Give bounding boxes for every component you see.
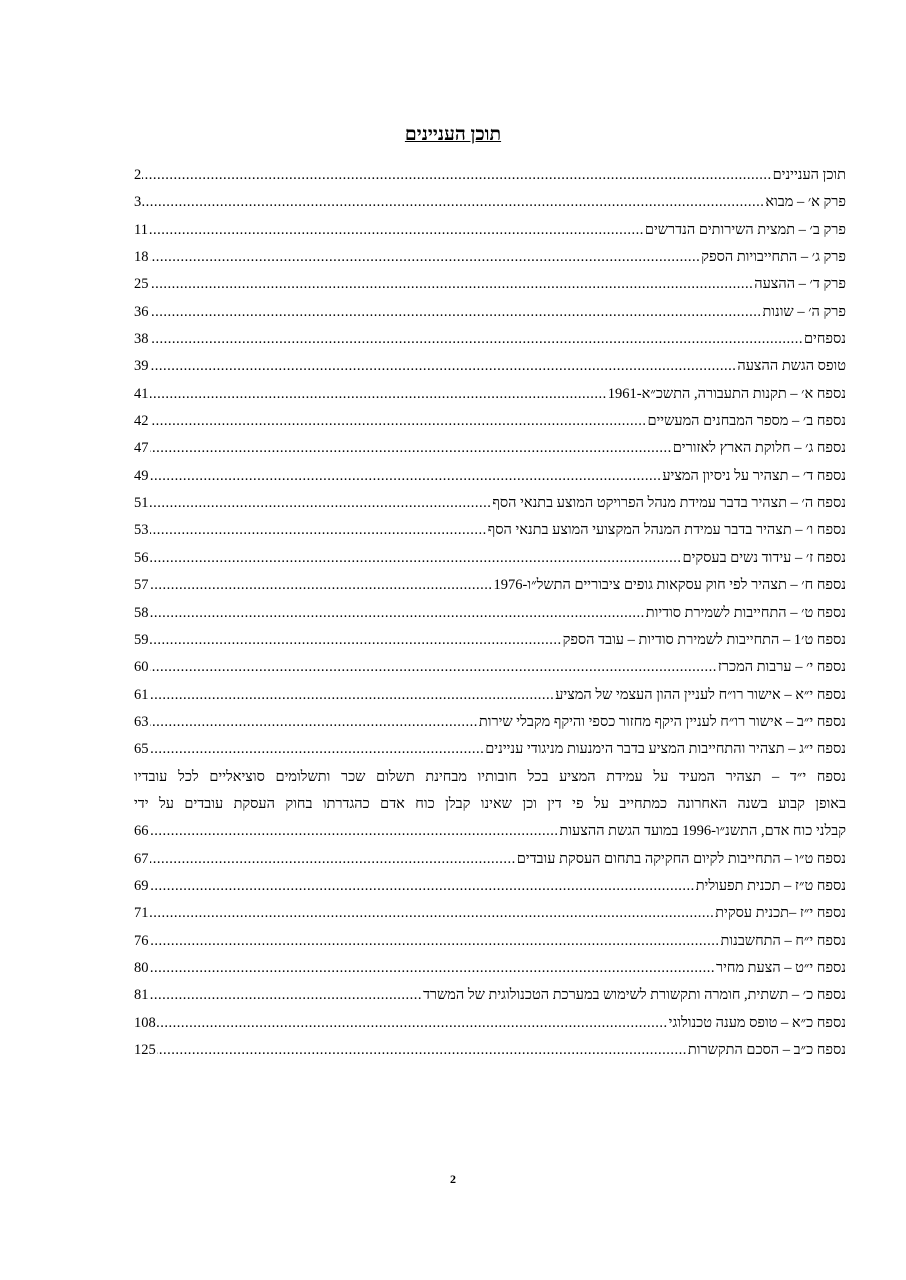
toc-entry[interactable] — [134, 326, 846, 353]
toc-entry-page: 38 — [134, 331, 149, 348]
toc-leader-dots — [150, 435, 672, 462]
toc-entry-label: נספח כ״א – טופס מענה טכנולוגי — [668, 1014, 846, 1031]
toc-entry-label: נספח י׳ – ערבות המכרז — [717, 659, 846, 676]
toc-entry[interactable] — [134, 490, 846, 517]
toc-entry-page: 66 — [134, 823, 149, 840]
toc-entry-label: נספח ט״ז – תכנית תפעולית — [695, 877, 846, 894]
toc-entry-page: 51 — [134, 495, 149, 512]
toc-leader-dots — [150, 463, 662, 490]
toc-entry[interactable] — [134, 982, 846, 1009]
toc-entry-line: באופן קבוע בשנה האחרונה כמתחייב על פי דין וכן שאינו קבלן כוח אדם כהגדרתו בחוק העסקת עובדים על ידי — [134, 795, 846, 812]
toc-entry-page: 61 — [134, 686, 149, 703]
toc-leader-dots — [150, 873, 695, 900]
toc-leader-dots — [150, 818, 559, 845]
toc-entry-label: נספח ב׳ – מספר המבחנים המעשיים — [647, 413, 846, 430]
toc-leader-dots — [150, 353, 737, 380]
toc-entry-label: נספח א׳ – תקנות התעבורה, התשכ״א-1961 — [607, 385, 846, 402]
toc-leader-dots — [150, 846, 516, 873]
toc-entry-label: נספח ט״ו – התחייבות לקיום החקיקה בתחום העסקת עובדים — [516, 850, 846, 867]
toc-entry[interactable] — [134, 627, 846, 654]
toc-leader-dots — [150, 517, 487, 544]
toc-entry-page: 63 — [134, 713, 149, 730]
toc-entry-page: 57 — [134, 577, 149, 594]
toc-leader-dots — [150, 928, 720, 955]
toc-leader-dots — [150, 682, 555, 709]
toc-leader-dots — [142, 162, 771, 189]
toc-entry-label: פרק ד׳ – ההצעה — [754, 276, 846, 293]
toc-entry-page: 60 — [134, 659, 149, 676]
toc-entry-label: נספח ז׳ – עידוד נשים בעסקים — [682, 549, 846, 566]
toc-entry[interactable] — [134, 1010, 846, 1037]
toc-entry-page: 80 — [134, 959, 149, 976]
toc-entry-label: נספח י״א – אישור רו״ח לעניין ההון העצמי של המציע — [555, 686, 846, 703]
toc-entry[interactable] — [134, 271, 846, 298]
toc-entry-label: פרק א׳ – מבוא — [765, 194, 846, 211]
toc-leader-dots — [142, 189, 764, 216]
toc-entry-label: נספח ד׳ – תצהיר על ניסיון המציע — [662, 467, 846, 484]
toc-entry-label: נספח י״ג – תצהיר והתחייבות המציע בדבר הימנעות מניגודי עניינים — [485, 741, 846, 758]
toc-entry-label: נספחים — [804, 331, 846, 348]
toc-entry-label: טופס הגשת ההצעה — [737, 358, 846, 375]
toc-leader-dots — [150, 408, 647, 435]
toc-entry[interactable] — [134, 846, 846, 873]
toc-entries — [134, 162, 846, 764]
toc-entry-page: 47 — [134, 440, 149, 457]
toc-entry-label: נספח י״ט – הצעת מחיר — [715, 959, 846, 976]
toc-entry[interactable] — [134, 517, 846, 544]
table-of-contents — [134, 162, 846, 1064]
toc-entry[interactable] — [134, 435, 846, 462]
toc-entry-page: 11 — [134, 221, 148, 238]
toc-entry-page: 56 — [134, 549, 149, 566]
toc-entry[interactable] — [134, 381, 846, 408]
toc-entry-label: תוכן העניינים — [772, 167, 846, 183]
toc-entry-label: נספח ג׳ – חלוקת הארץ לאזורים — [672, 440, 846, 457]
toc-entry-page: 36 — [134, 303, 149, 320]
toc-entry[interactable] — [134, 217, 846, 244]
toc-entry-label: נספח ו׳ – תצהיר בדבר עמידת המנהל המקצועי המוצע בתנאי הסף — [487, 522, 846, 539]
toc-entry[interactable] — [134, 682, 846, 709]
toc-entry-label: נספח כ׳ – תשתית, חומרה ותקשורת לשימוש במערכת הטכנולוגית של המשרד — [422, 987, 846, 1004]
toc-leader-dots — [150, 627, 562, 654]
toc-entry-label: פרק ב׳ – תמצית השירותים הנדרשים — [644, 221, 846, 238]
toc-leader-dots — [150, 381, 607, 408]
toc-entry-label: נספח ה׳ – תצהיר בדבר עמידת מנהל הפרויקט המוצע בתנאי הסף — [492, 495, 846, 512]
toc-entry[interactable] — [134, 463, 846, 490]
toc-leader-dots — [150, 299, 762, 326]
toc-entry[interactable] — [134, 654, 846, 681]
toc-leader-dots — [150, 244, 701, 271]
toc-leader-dots — [150, 271, 754, 298]
toc-entry-page: 42 — [134, 413, 149, 430]
toc-entry[interactable] — [134, 955, 846, 982]
toc-entry-page: 108 — [134, 1014, 156, 1031]
toc-leader-dots — [150, 654, 717, 681]
toc-entry-page: 69 — [134, 877, 149, 894]
toc-entry[interactable] — [134, 244, 846, 271]
toc-leader-dots — [150, 955, 715, 982]
toc-entry-page: 18 — [134, 249, 149, 266]
toc-entry-page: 25 — [134, 276, 149, 293]
toc-leader-dots — [149, 217, 644, 244]
toc-entry-page: 2 — [134, 167, 142, 183]
page-number: 2 — [450, 1172, 456, 1186]
toc-entry[interactable] — [134, 600, 846, 627]
toc-entry[interactable] — [134, 873, 846, 900]
toc-entry-page: 59 — [134, 631, 149, 648]
toc-entry-label: פרק ג׳ – התחייבויות הספק — [701, 249, 846, 266]
toc-entry-label: נספח כ״ב – הסכם התקשרות — [687, 1042, 846, 1058]
toc-entry-page: 41 — [134, 385, 149, 402]
toc-entry-page: 67 — [134, 850, 149, 867]
toc-entries-after — [134, 846, 846, 1065]
toc-entry[interactable] — [134, 545, 846, 572]
toc-leader-dots — [150, 982, 422, 1009]
toc-entry-label: נספח ט׳1 – התחייבות לשמירת סודיות – עובד הספק — [562, 631, 846, 648]
toc-entry-label: פרק ה׳ – שונות — [762, 303, 846, 320]
toc-entry-page: 58 — [134, 604, 149, 621]
toc-entry-label: נספח י״ז –תכנית עסקית — [715, 905, 846, 922]
toc-entry-line: נספח י״ד – תצהיר המעיד על עמידת המציע בכל חובותיו מבחינת תשלום שכר ותשלומים סוציאליים לכל עובדיו — [134, 768, 846, 785]
toc-entry[interactable] — [134, 408, 846, 435]
toc-leader-dots — [150, 736, 485, 763]
toc-entry[interactable] — [134, 709, 846, 736]
toc-entry-label: קבלני כוח אדם, התשנ״ו-1996 במועד הגשת ההצעות — [559, 823, 846, 840]
toc-entry[interactable] — [134, 189, 846, 216]
toc-entry[interactable] — [134, 572, 846, 599]
toc-leader-dots — [150, 490, 492, 517]
toc-entry-page: 53 — [134, 522, 149, 539]
toc-entry-page: 39 — [134, 358, 149, 375]
toc-entry-page: 81 — [134, 987, 149, 1004]
toc-entry[interactable] — [134, 900, 846, 927]
toc-leader-dots — [150, 326, 804, 353]
toc-entry-page: 71 — [134, 905, 149, 922]
toc-entry[interactable] — [134, 1037, 846, 1064]
toc-leader-dots — [150, 709, 478, 736]
toc-entry-last-line — [134, 818, 846, 845]
toc-entry-label: נספח ח׳ – תצהיר לפי חוק עסקאות גופים ציבוריים התשל״ו-1976 — [493, 577, 846, 594]
toc-entry-multiline[interactable] — [134, 764, 846, 846]
toc-leader-dots — [150, 572, 493, 599]
toc-entry-page: 76 — [134, 932, 149, 949]
toc-entry-page: 49 — [134, 467, 149, 484]
toc-entry[interactable] — [134, 353, 846, 380]
page-title: תוכן העניינים — [404, 124, 502, 145]
toc-leader-dots — [150, 545, 682, 572]
toc-leader-dots — [157, 1037, 687, 1064]
toc-entry[interactable] — [134, 736, 846, 763]
toc-entry[interactable] — [134, 928, 846, 955]
toc-entry[interactable] — [134, 162, 846, 189]
toc-leader-dots — [150, 600, 645, 627]
toc-entry-label: נספח ט׳ – התחייבות לשמירת סודיות — [645, 604, 846, 621]
toc-entry-label: נספח י״ב – אישור רו״ח לעניין היקף מחזור כספי והיקף מקבלי שירות — [478, 713, 846, 730]
toc-entry-page: 3 — [134, 194, 142, 211]
toc-entry-page: 65 — [134, 741, 149, 758]
toc-entry[interactable] — [134, 299, 846, 326]
toc-leader-dots — [150, 900, 715, 927]
toc-leader-dots — [157, 1010, 668, 1037]
toc-entry-label: נספח י״ח – התחשבנות — [720, 932, 846, 949]
toc-entry-page: 125 — [134, 1042, 156, 1058]
